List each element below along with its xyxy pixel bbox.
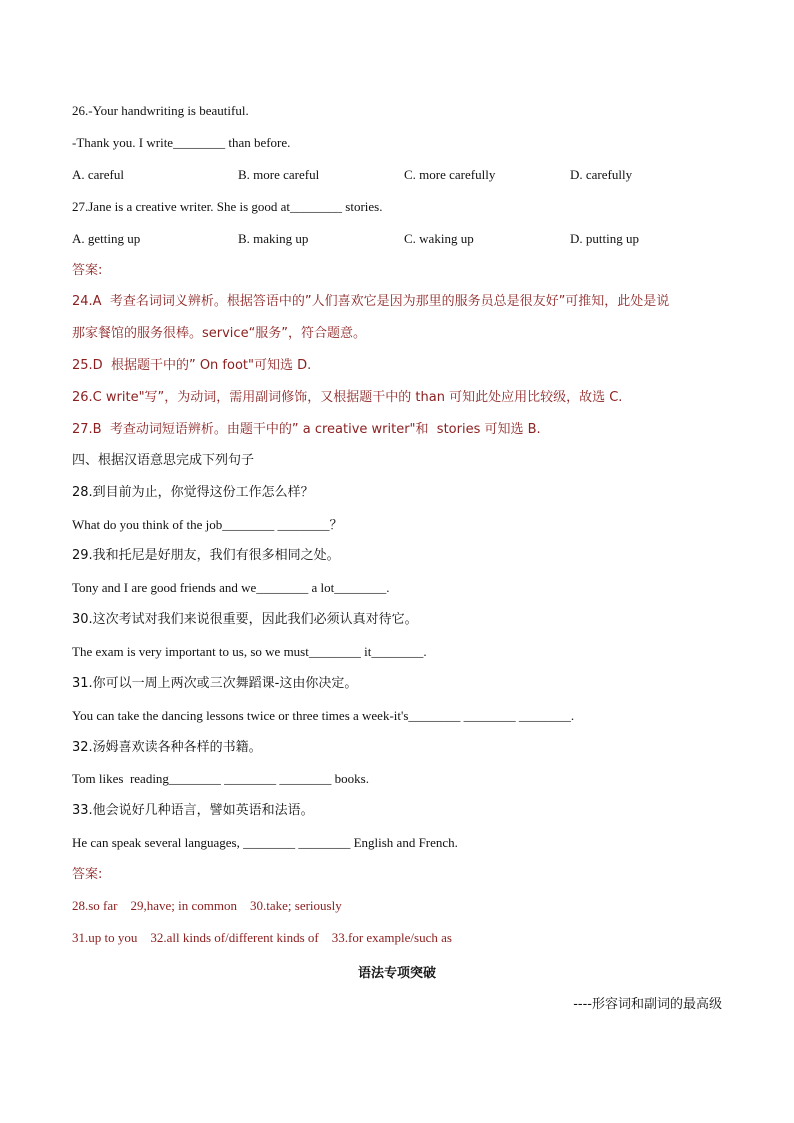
q27-option-d: D. putting up — [570, 231, 639, 246]
sentence-31-cn: 31.你可以一周上两次或三次舞蹈课-这由你决定。 — [72, 676, 358, 691]
q27-stem: 27.Jane is a creative writer. She is good at________ stories. — [72, 199, 383, 214]
sentence-31-en: You can take the dancing lessons twice or three times a week-it's________ ________ ________. — [72, 708, 575, 723]
answer-label: 答案: — [72, 867, 103, 882]
answer-label: 答案: — [72, 263, 103, 278]
answers-line: 31.up to you 32.all kinds of/different kinds of 33.for example/such as — [72, 930, 452, 945]
q26-option-d: D. carefully — [570, 167, 633, 182]
sentence-29-cn: 29.我和托尼是好朋友，我们有很多相同之处。 — [72, 548, 340, 563]
answers-line: 28.so far 29,have; in common 30.take; seriously — [72, 898, 342, 913]
q27-option-c: C. waking up — [404, 231, 474, 246]
q27-option-b: B. making up — [238, 231, 309, 246]
sentence-29-en: Tony and I are good friends and we________ a lot________. — [72, 580, 390, 595]
sentence-32-cn: 32.汤姆喜欢读各种各样的书籍。 — [72, 740, 262, 755]
explanation-25: 25.D 根据题干中的” On foot"可知选 D. — [72, 358, 312, 373]
explanation-26: 26.C write"写”，为动词，需用副词修饰，又根据题干中的 than 可知此处应用比较级，故选 C. — [72, 390, 623, 405]
sentence-32-en: Tom likes reading________ ________ ________ books. — [72, 771, 369, 786]
grammar-title: 语法专项突破 — [357, 966, 436, 981]
grammar-subtitle: ----形容词和副词的最高级 — [573, 997, 722, 1012]
q26-stem: 26.-Your handwriting is beautiful. — [72, 103, 249, 118]
sentence-33-cn: 33.他会说好几种语言，譬如英语和法语。 — [72, 803, 314, 818]
q26-option-b: B. more careful — [238, 167, 320, 182]
explanation-27: 27.B 考查动词短语辨析。由题干中的” a creative writer"和 stories 可知选 B. — [72, 422, 541, 437]
section-heading: 四、根据汉语意思完成下列句子 — [72, 453, 255, 468]
explanation-24-cont: 那家餐馆的服务很棒。service“服务”，符合题意。 — [72, 326, 367, 341]
q27-option-a: A. getting up — [72, 231, 141, 246]
q26-option-a: A. careful — [72, 167, 124, 182]
sentence-28-cn: 28.到目前为止，你觉得这份工作怎么样？ — [72, 485, 314, 500]
sentence-28-en: What do you think of the job________ ________？ — [72, 517, 343, 532]
sentence-33-en: He can speak several languages, ________ ________ English and French. — [72, 835, 458, 850]
explanation-24: 24.A 考查名词词义辨析。根据答语中的”人们喜欢它是因为那里的服务员总是很友好”可推知，此处是说 — [72, 294, 670, 309]
sentence-30-en: The exam is very important to us, so we must________ it________. — [72, 644, 427, 659]
q26-reply: -Thank you. I write________ than before. — [72, 135, 291, 150]
q26-option-c: C. more carefully — [404, 167, 496, 182]
sentence-30-cn: 30.这次考试对我们来说很重要，因此我们必须认真对待它。 — [72, 612, 418, 627]
